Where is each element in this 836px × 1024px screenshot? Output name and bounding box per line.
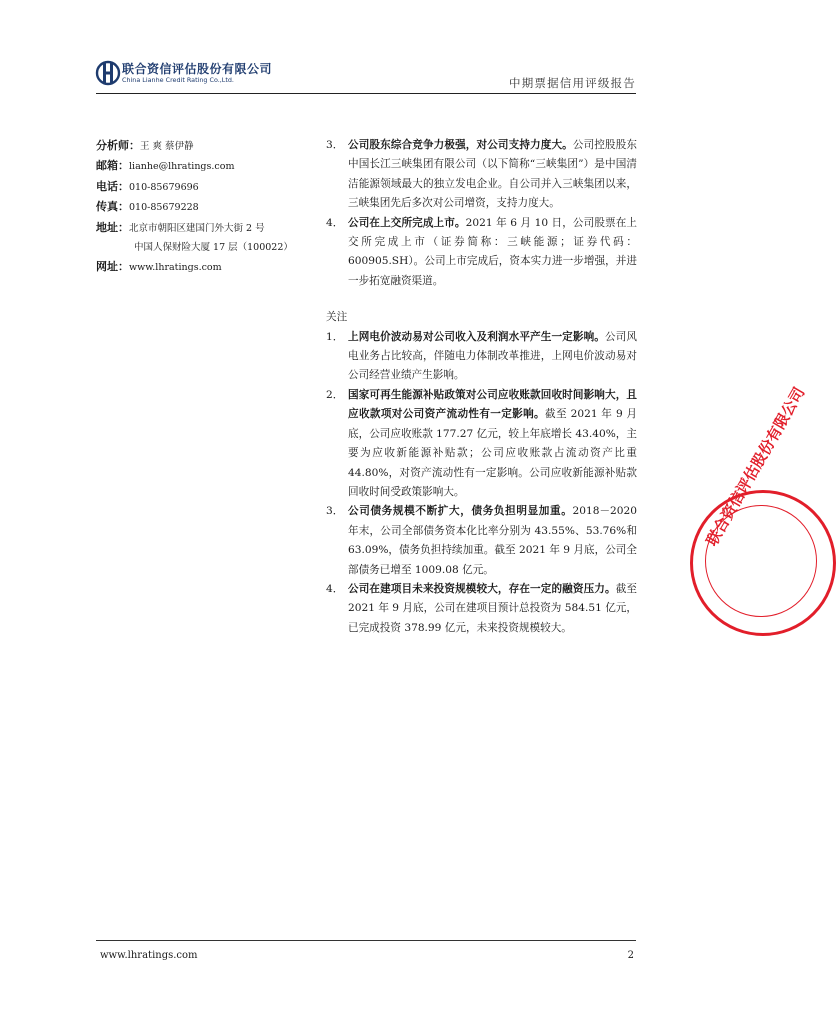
concern-number: 2． — [326, 388, 344, 401]
concerns-heading: 关注 — [326, 311, 348, 324]
company-name-en: China Lianhe Credit Rating Co.,Ltd. — [122, 76, 234, 84]
address-row — [96, 218, 316, 238]
phone-row — [96, 177, 316, 197]
concern-body: 截至 2021 年 9 月底，公司应收账款 177.27 亿元，较上年底增长 43.40%，主要为应收新能源补贴款；公司应收账款占流动资产比重 44.80%，对资产流动性有一定影响。公司应收新能源补贴款回收时间受政策影响大。 — [348, 408, 637, 498]
fax-value: 010-85679228 — [129, 202, 199, 214]
analyst-row — [96, 136, 316, 156]
website-row — [96, 257, 316, 277]
concern-body: 公司风电业务占比较高，伴随电力体制改革推进，上网电价波动易对公司经营业绩产生影响。 — [348, 330, 638, 382]
fax-row — [96, 197, 316, 217]
company-name-cn: 联合资信评估股份有限公司 — [122, 62, 273, 76]
concern-item — [326, 386, 637, 502]
page-header — [96, 58, 636, 92]
phone-label: 电话： — [96, 179, 129, 193]
concern-number: 1． — [326, 330, 344, 343]
footer-divider — [96, 940, 636, 941]
company-seal-text: 联合资信评估股份有限公司 — [702, 384, 809, 549]
concern-item — [326, 580, 637, 638]
concern-body: 2018－2020 年末，公司全部债务资本化比率分别为 43.55%、53.76%和 63.09%，债务负担持续加重。截至 2021 年 9 月底，公司全部债务已增至 1009.08 亿元。 — [348, 505, 637, 576]
strength-body: 2021 年 6 月 10 日，公司股票在上交所完成上市（证券简称：三峡能源；证券代码：600905.SH）。公司上市完成后，资本实力进一步增强，并进一步拓宽融资渠道。 — [348, 216, 637, 287]
strength-item — [326, 214, 637, 292]
contact-block — [96, 136, 316, 278]
email-value[interactable]: lianhe@lhratings.com — [129, 161, 235, 173]
website-label: 网址： — [96, 260, 129, 274]
concern-item — [326, 328, 637, 386]
strength-title: 公司在上交所完成上市。 — [348, 216, 466, 229]
analyst-label: 分析师： — [96, 139, 140, 152]
page-number: 2 — [627, 950, 634, 961]
email-row — [96, 156, 316, 176]
address-row-2 — [96, 238, 316, 257]
email-label: 邮箱： — [96, 159, 129, 173]
concern-title: 上网电价波动易对公司收入及利润水平产生一定影响。 — [348, 330, 605, 343]
concern-item — [326, 502, 637, 580]
concern-number: 4． — [326, 582, 344, 595]
concern-body: 截至 2021 年 9 月底，公司在建项目预计总投资为 584.51 亿元，已完成投资 378.99 亿元，未来投资规模较大。 — [348, 582, 638, 634]
concern-number: 3． — [326, 505, 344, 518]
address-line2: 中国人保财险大厦 17 层（100022） — [134, 242, 293, 254]
concern-title: 公司在建项目未来投资规模较大，存在一定的融资压力。 — [348, 582, 616, 595]
strength-item — [326, 136, 637, 214]
lianhe-logo-icon — [96, 58, 120, 88]
report-type-title: 中期票据信用评级报告 — [509, 76, 636, 90]
concern-title: 公司债务规模不断扩大，债务负担明显加重。 — [348, 505, 573, 518]
strength-number: 4． — [326, 216, 344, 229]
fax-label: 传真： — [96, 200, 129, 214]
strength-number: 3． — [326, 139, 344, 151]
analyst-names: 王 爽 蔡伊静 — [140, 141, 194, 152]
header-divider — [96, 93, 636, 94]
company-seal — [690, 384, 836, 636]
strength-title: 公司股东综合竞争力极强，对公司支持力度大。 — [348, 139, 573, 151]
strength-body: 公司控股股东中国长江三峡集团有限公司（以下简称“三峡集团”）是中国清洁能源领域最大的独立发电企业。自公司并入三峡集团以来，三峡集团先后多次对公司增资，支持力度大。 — [348, 139, 638, 210]
footer-website[interactable]: www.lhratings.com — [100, 950, 198, 961]
website-value[interactable]: www.lhratings.com — [129, 262, 222, 274]
concern-title: 国家可再生能源补贴政策对公司应收账款回收时间影响大，且应收款项对公司资产流动性有一定影响。 — [348, 388, 637, 421]
main-content — [326, 136, 637, 638]
address-line1: 北京市朝阳区建国门外大街 2 号 — [129, 222, 265, 234]
address-label: 地址： — [96, 220, 129, 234]
phone-value: 010-85679696 — [129, 181, 199, 193]
